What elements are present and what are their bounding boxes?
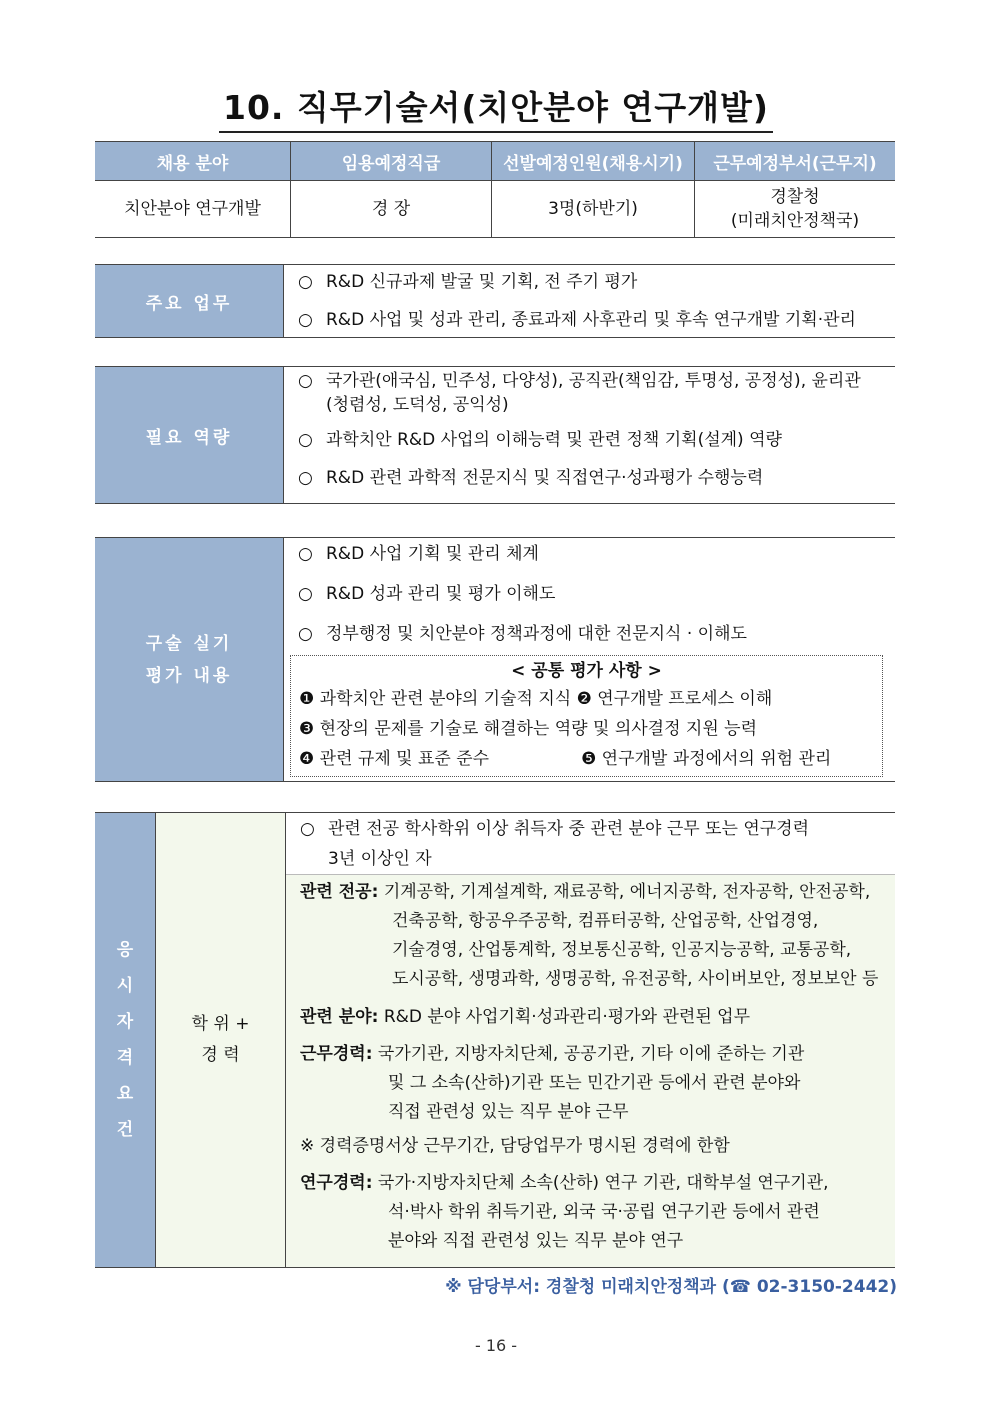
page-title: 10. 직무기술서(치안분야 연구개발) bbox=[0, 82, 992, 129]
competency-section bbox=[95, 366, 895, 504]
cell-count: 3명(하반기) bbox=[492, 181, 695, 238]
header-field: 채용 분야 bbox=[95, 142, 291, 181]
duties-section bbox=[95, 264, 895, 338]
cell-rank: 경 장 bbox=[291, 181, 492, 238]
qualification-main-item: ○ 관련 전공 학사학위 이상 취득자 중 관련 분야 근무 또는 연구경력 3년 이상인 자 bbox=[300, 819, 810, 869]
oral-eval-item: ○ R&D 사업 기획 및 관리 체계 bbox=[298, 544, 539, 564]
common-eval-line: ❸ 현장의 문제를 기술로 해결하는 역량 및 의사결정 지원 능력 bbox=[299, 719, 758, 739]
related-major: 관련 전공: 기계공학, 기계설계학, 재료공학, 에너지공학, 전자공학, 안전공학, 건축공학, 항공우주공학, 컴퓨터공학, 산업공학, 산업경영, 기술경영, 산업통계학, 정보통신공학, 인공지능공학, 교통공학, 도시공학, 생명과학, 생명공학, 유전공학, 사이버보안, 정보보안 등 bbox=[300, 882, 879, 989]
contact-footnote: ※ 담당부서: 경찰청 미래치안정책과 (☎ 02-3150-2442) bbox=[445, 1277, 897, 1297]
job-info-table bbox=[95, 141, 895, 238]
experience-note: ※ 경력증명서상 근무기간, 담당업무가 명시된 경력에 한함 bbox=[300, 1136, 730, 1156]
header-rank: 임용예정직급 bbox=[291, 142, 492, 181]
common-eval-title: < 공통 평가 사항 > bbox=[511, 661, 662, 681]
duties-label: 주요 업무 bbox=[95, 265, 284, 338]
common-eval-box bbox=[290, 655, 883, 777]
oral-eval-item: ○ 정부행정 및 치안분야 정책과정에 대한 전문지식 · 이해도 bbox=[298, 624, 747, 644]
related-field: 관련 분야: R&D 분야 사업기획·성과관리·평가와 관련된 업무 bbox=[300, 1007, 750, 1027]
header-count: 선발예정인원(채용시기) bbox=[492, 142, 695, 181]
oral-eval-item: ○ R&D 성과 관리 및 평가 이해도 bbox=[298, 584, 556, 604]
duty-item: ○ R&D 사업 및 성과 관리, 종료과제 사후관리 및 후속 연구개발 기획·관리 bbox=[298, 310, 856, 330]
competency-item: ○ R&D 관련 과학적 전문지식 및 직접연구·성과평가 수행능력 bbox=[298, 468, 764, 488]
oral-eval-label: 구술 실기 평가 내용 bbox=[95, 538, 284, 782]
cell-dept: 경찰청 (미래치안정책국) bbox=[695, 181, 896, 238]
page-number: - 16 - bbox=[474, 1336, 518, 1355]
research-experience: 연구경력: 국가·지방자치단체 소속(산하) 연구 기관, 대학부설 연구기관, 석·박사 학위 취득기관, 외국 국·공립 연구기관 등에서 관련 분야와 직접 관련성 있는 직무 분야 연구 bbox=[300, 1173, 829, 1251]
common-eval-line: ❶ 과학치안 관련 분야의 기술적 지식 ❷ 연구개발 프로세스 이해 bbox=[299, 689, 773, 709]
qualification-sub-label: 학 위 + 경 력 bbox=[156, 813, 286, 1268]
duty-item: ○ R&D 신규과제 발굴 및 기획, 전 주기 평가 bbox=[298, 272, 638, 292]
competency-item: ○ 과학치안 R&D 사업의 이해능력 및 관련 정책 기획(설계) 역량 bbox=[298, 430, 782, 450]
cell-field: 치안분야 연구개발 bbox=[95, 181, 291, 238]
oral-eval-section bbox=[95, 537, 895, 782]
header-dept: 근무예정부서(근무지) bbox=[695, 142, 896, 181]
qualification-section bbox=[95, 812, 895, 1268]
competency-item: ○ 국가관(애국심, 민주성, 다양성), 공직관(책임감, 투명성, 공정성), 윤리관 (청렴성, 도덕성, 공익성) bbox=[298, 371, 861, 415]
work-experience: 근무경력: 국가기관, 지방자치단체, 공공기관, 기타 이에 준하는 기관 및 그 소속(산하)기관 또는 민간기관 등에서 관련 분야와 직접 관련성 있는 직무 분야 근무 bbox=[300, 1044, 805, 1122]
common-eval-line: ❹ 관련 규제 및 표준 준수 ❺ 연구개발 과정에서의 위험 관리 bbox=[299, 749, 832, 769]
competency-label: 필요 역량 bbox=[95, 367, 284, 504]
qualification-side-label: 응 시 자 격 요 건 bbox=[95, 813, 156, 1268]
